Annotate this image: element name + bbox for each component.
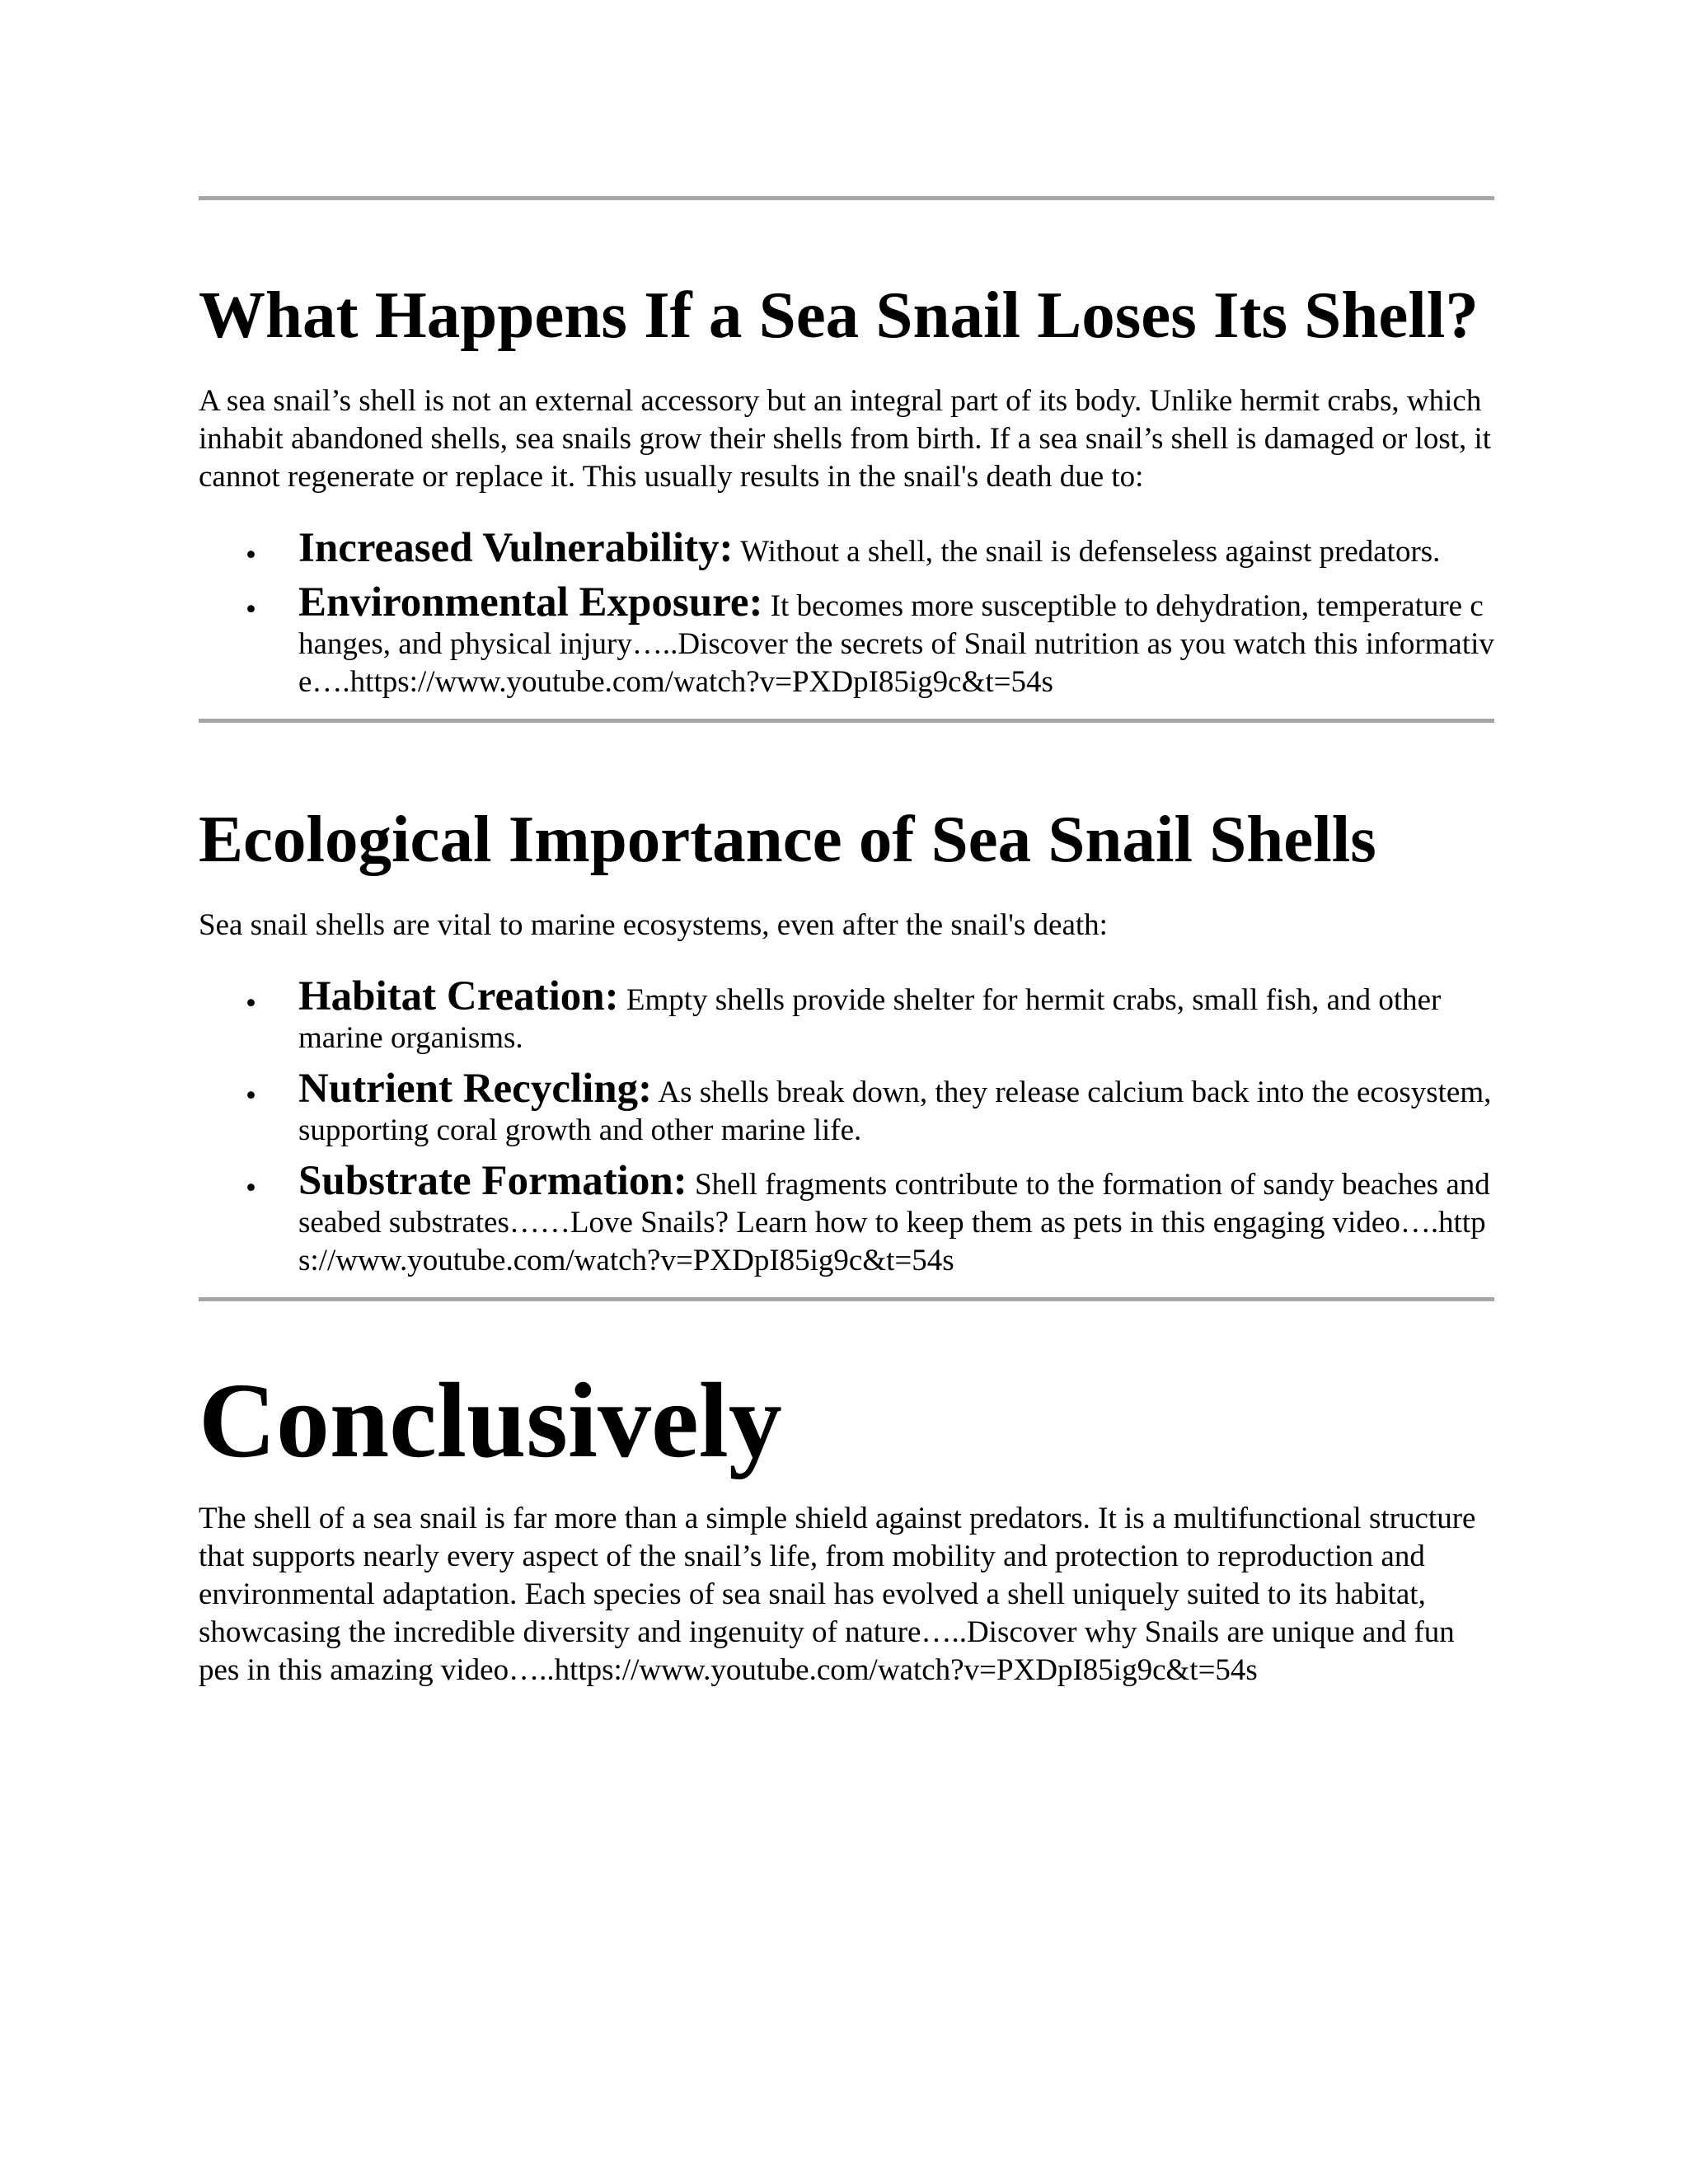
list-item-text: Without a shell, the snail is defenseless against predators.: [740, 535, 1441, 569]
section-paragraph: A sea snail’s shell is not an external accessory but an integral part of its body. Unlike hermit crabs, which inhabit abandoned shells, sea snails grow their shells from birth. If a sea snail’s shell is damaged or lost, it cannot regenerate or replace it. This usually results in the snail's death due to:: [199, 384, 1492, 494]
section-divider: [199, 196, 1494, 200]
bullet-list: [199, 973, 1494, 1280]
list-item-term: Increased Vulnerability:: [298, 525, 734, 571]
bullet-icon: •: [246, 593, 256, 626]
list-item-text: As shells break down, they release calcium back into the ecosystem, supporting coral growth and other marine life.: [298, 1076, 1492, 1147]
list-item-term: Substrate Formation:: [298, 1158, 687, 1204]
bullet-icon: •: [246, 538, 256, 572]
bullet-icon: •: [246, 1079, 256, 1113]
list-item: [199, 973, 1494, 1057]
list-item: [199, 579, 1494, 701]
list-item: [199, 525, 1494, 572]
section-divider: [199, 1297, 1494, 1301]
bullet-icon: •: [246, 987, 256, 1020]
list-item-term: Environmental Exposure:: [298, 579, 763, 626]
list-item-term: Nutrient Recycling:: [298, 1066, 653, 1112]
conclusion-paragraph: The shell of a sea snail is far more than a simple shield against predators. It is a multifunctional structure that supports nearly every aspect of the snail’s life, from mobility and protection to reproduction and environmental adaptation. Each species of sea snail has evolved a shell uniquely suited to its habitat, showcasing the incredible diversity and ingenuity of nature…..Discover why Snails are unique and fun pes in this amazing video…..https://www.youtube.com/watch?v=PXDpI85ig9c&t=54s: [199, 1502, 1476, 1687]
section-heading: What Happens If a Sea Snail Loses Its Shell?: [199, 278, 1479, 352]
document-page: [199, 196, 1494, 1690]
section-divider: [199, 719, 1494, 723]
bullet-icon: •: [246, 1171, 256, 1205]
section-heading: Ecological Importance of Sea Snail Shells: [199, 802, 1376, 876]
conclusion-heading: Conclusively: [199, 1361, 782, 1480]
bullet-list: [199, 525, 1494, 701]
list-item-text: Empty shells provide shelter for hermit crabs, small fish, and other marine organisms.: [298, 983, 1442, 1055]
section-paragraph: Sea snail shells are vital to marine ecosystems, even after the snail's death:: [199, 908, 1108, 942]
list-item-term: Habitat Creation:: [298, 973, 619, 1019]
list-item: [199, 1158, 1494, 1280]
list-item: [199, 1066, 1494, 1150]
list-item-text: Shell fragments contribute to the formation of sandy beaches and seabed substrates……Love Snails? Learn how to keep them as pets in this engaging video….https://www.youtube.com/watch?v=PXDpI85ig9c&t=54s: [298, 1168, 1490, 1277]
list-item-text: It becomes more susceptible to dehydration, temperature changes, and physical injury…..Discover the secrets of Snail nutrition as you watch this informative….https://www.youtube.com/watch?v=PXDpI85ig9c&t=54s: [298, 589, 1494, 699]
